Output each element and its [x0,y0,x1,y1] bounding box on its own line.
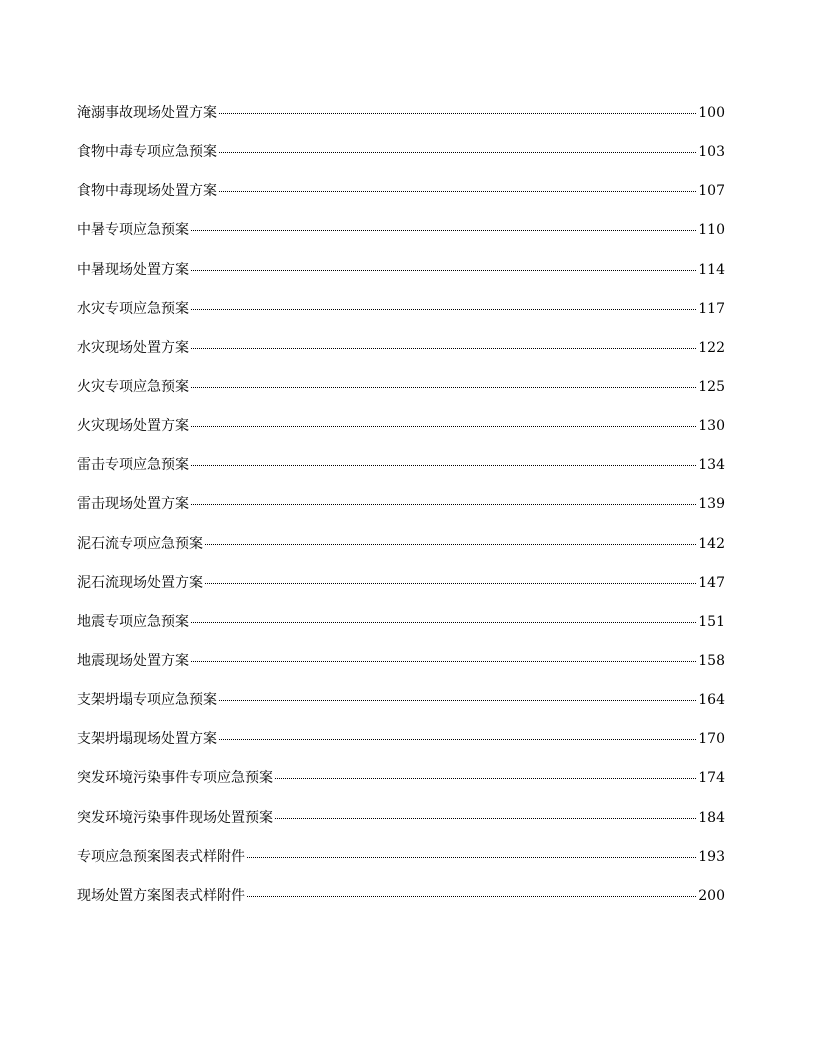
toc-entry-title: 支架坍塌专项应急预案 [77,692,217,709]
toc-entry-page: 151 [698,613,725,630]
toc-entry-page: 130 [698,418,725,435]
toc-entry-title: 水灾现场处置方案 [77,339,189,356]
toc-entry-title: 专项应急预案图表式样附件 [77,848,245,865]
toc-entry[interactable] [77,455,725,494]
toc-entry-title: 食物中毒现场处置方案 [77,183,217,200]
toc-entry[interactable] [77,612,725,651]
toc-entry-page: 139 [698,496,725,513]
toc-entry[interactable] [77,377,725,416]
toc-entry-page: 142 [698,535,725,552]
dot-leader [205,544,696,545]
toc-entry-title: 雷击专项应急预案 [77,457,189,474]
toc-entry-title: 水灾专项应急预案 [77,300,189,317]
toc-entry-page: 117 [698,300,725,317]
toc-entry[interactable] [77,416,725,455]
dot-leader [191,504,696,505]
toc-entry-page: 100 [698,105,725,121]
dot-leader [219,191,696,192]
toc-entry-title: 泥石流专项应急预案 [77,535,203,552]
toc-entry[interactable] [77,142,725,181]
toc-entry-title: 支架坍塌现场处置方案 [77,731,217,748]
toc-entry-page: 110 [698,222,725,239]
toc-entry[interactable] [77,573,725,612]
toc-entry[interactable] [77,768,725,807]
toc-entry-page: 114 [698,261,725,278]
dot-leader [219,739,696,740]
toc-entry[interactable] [77,651,725,690]
toc-entry[interactable] [77,729,725,768]
toc-entry-page: 158 [698,652,725,669]
toc-entry-title: 泥石流现场处置方案 [77,574,203,591]
toc-entry-page: 125 [698,378,725,395]
toc-entry-title: 雷击现场处置方案 [77,496,189,513]
dot-leader [219,113,696,114]
toc-entry-title: 中暑现场处置方案 [77,261,189,278]
dot-leader [247,857,696,858]
dot-leader [191,348,696,349]
toc-entry-title: 火灾现场处置方案 [77,418,189,435]
toc-entry-title: 地震现场处置方案 [77,652,189,669]
toc-entry-title: 火灾专项应急预案 [77,378,189,395]
table-of-contents [77,103,725,925]
toc-entry[interactable] [77,338,725,377]
toc-entry-page: 164 [698,692,725,709]
toc-entry-page: 174 [698,770,725,787]
dot-leader [191,309,696,310]
toc-entry[interactable] [77,299,725,338]
toc-entry[interactable] [77,181,725,220]
toc-entry-page: 134 [698,457,725,474]
toc-entry-page: 170 [698,731,725,748]
dot-leader [219,152,696,153]
toc-entry-page: 184 [698,809,725,826]
toc-entry-title: 现场处置方案图表式样附件 [77,887,245,904]
toc-entry[interactable] [77,534,725,573]
toc-entry-page: 147 [698,574,725,591]
toc-entry-title: 淹溺事故现场处置方案 [77,105,217,121]
dot-leader [219,700,696,701]
dot-leader [247,896,696,897]
dot-leader [191,661,696,662]
toc-entry-page: 107 [698,183,725,200]
toc-entry-title: 中暑专项应急预案 [77,222,189,239]
dot-leader [275,778,696,779]
toc-entry[interactable] [77,103,725,142]
dot-leader [275,818,696,819]
toc-entry[interactable] [77,260,725,299]
toc-entry[interactable] [77,847,725,886]
toc-entry-title: 突发环境污染事件专项应急预案 [77,770,273,787]
dot-leader [191,270,696,271]
toc-entry-title: 食物中毒专项应急预案 [77,144,217,161]
toc-entry-title: 突发环境污染事件现场处置预案 [77,809,273,826]
toc-entry-page: 122 [698,339,725,356]
toc-entry-page: 200 [698,887,725,904]
dot-leader [191,230,696,231]
toc-entry-page: 193 [698,848,725,865]
dot-leader [205,583,696,584]
toc-entry-page: 103 [698,144,725,161]
toc-entry[interactable] [77,886,725,925]
dot-leader [191,465,696,466]
toc-entry[interactable] [77,808,725,847]
dot-leader [191,622,696,623]
dot-leader [191,387,696,388]
toc-entry-title: 地震专项应急预案 [77,613,189,630]
toc-entry[interactable] [77,494,725,533]
toc-entry[interactable] [77,690,725,729]
toc-entry[interactable] [77,220,725,259]
dot-leader [191,426,696,427]
